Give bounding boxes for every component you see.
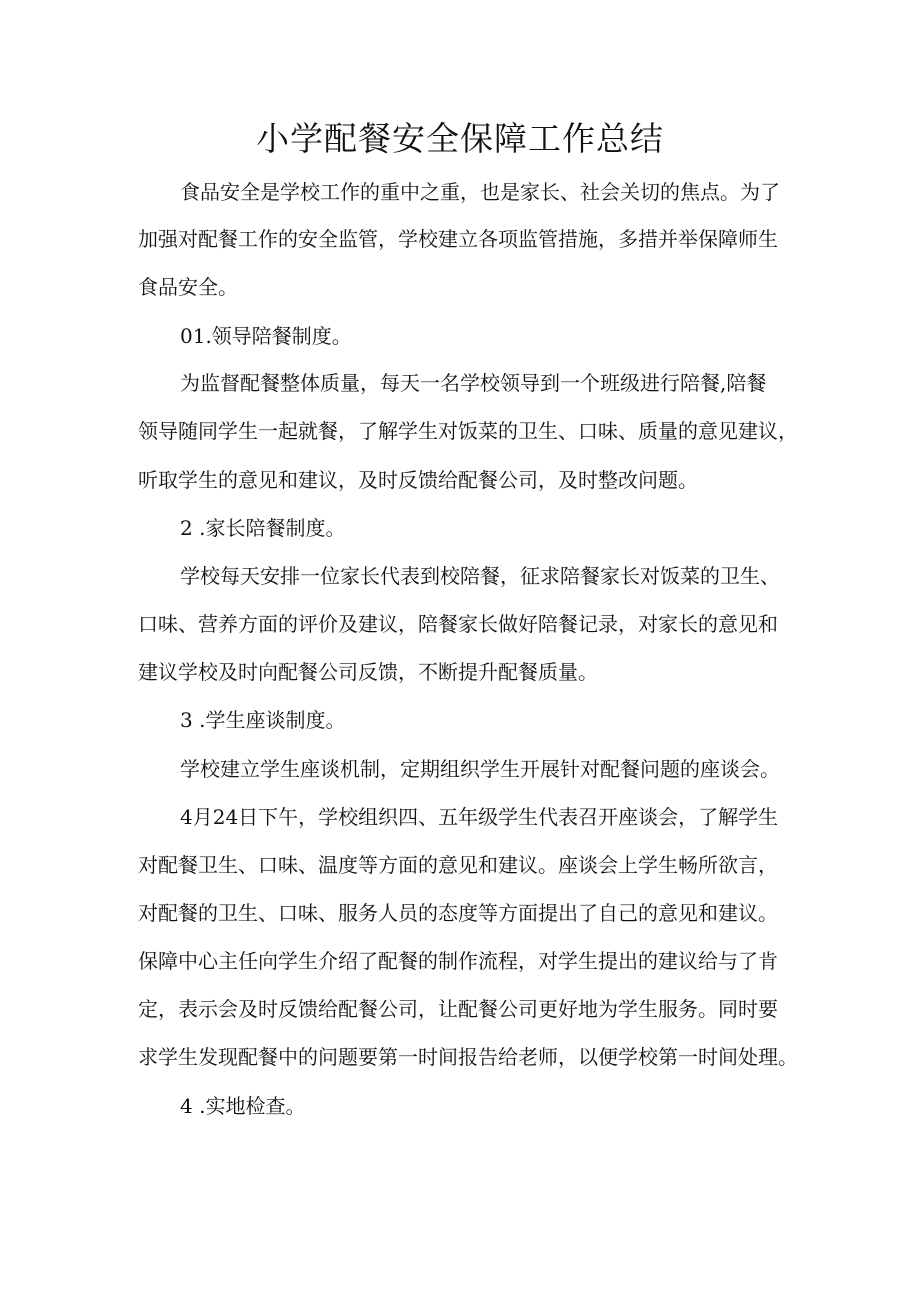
- body-line: 定，表示会及时反馈给配餐公司，让配餐公司更好地为学生服务。同时要: [138, 997, 778, 1021]
- section-heading-4: 4 .实地检查。: [180, 1094, 306, 1118]
- body-line: 保障中心主任向学生介绍了配餐的制作流程，对学生提出的建议给与了肯: [138, 949, 778, 973]
- body-line: 建议学校及时向配餐公司反馈，不断提升配餐质量。: [138, 660, 598, 684]
- section-heading-3: 3 .学生座谈制度。: [180, 708, 346, 732]
- body-line: 听取学生的意见和建议，及时反馈给配餐公司，及时整改问题。: [138, 468, 698, 492]
- body-line: 领导随同学生一起就餐，了解学生对饭菜的卫生、口味、质量的意见建议，: [138, 419, 798, 443]
- body-line: 食品安全是学校工作的重中之重，也是家长、社会关切的焦点。为了: [180, 180, 780, 204]
- body-line: 对配餐卫生、口味、温度等方面的意见和建议。座谈会上学生畅所欲言，: [138, 853, 778, 877]
- body-line: 学校每天安排一位家长代表到校陪餐，征求陪餐家长对饭菜的卫生、: [180, 564, 780, 588]
- section-heading-1: 01.领导陪餐制度。: [180, 324, 352, 348]
- body-line: 加强对配餐工作的安全监管，学校建立各项监管措施，多措并举保障师生: [138, 227, 778, 251]
- body-line: 4月24日下午，学校组织四、五年级学生代表召开座谈会，了解学生: [180, 805, 779, 829]
- body-line: 求学生发现配餐中的问题要第一时间报告给老师，以便学校第一时间处理。: [138, 1045, 798, 1069]
- body-line: 学校建立学生座谈机制，定期组织学生开展针对配餐问题的座谈会。: [180, 757, 780, 781]
- body-line: 对配餐的卫生、口味、服务人员的态度等方面提出了自己的意见和建议。: [138, 901, 778, 925]
- document-title: 小学配餐安全保障工作总结: [256, 119, 664, 158]
- body-line: 食品安全。: [138, 275, 238, 299]
- body-line: 为监督配餐整体质量，每天一名学校领导到一个班级进行陪餐,陪餐: [180, 371, 767, 395]
- section-heading-2: 2 .家长陪餐制度。: [180, 516, 346, 540]
- body-line: 口味、营养方面的评价及建议，陪餐家长做好陪餐记录，对家长的意见和: [138, 612, 778, 636]
